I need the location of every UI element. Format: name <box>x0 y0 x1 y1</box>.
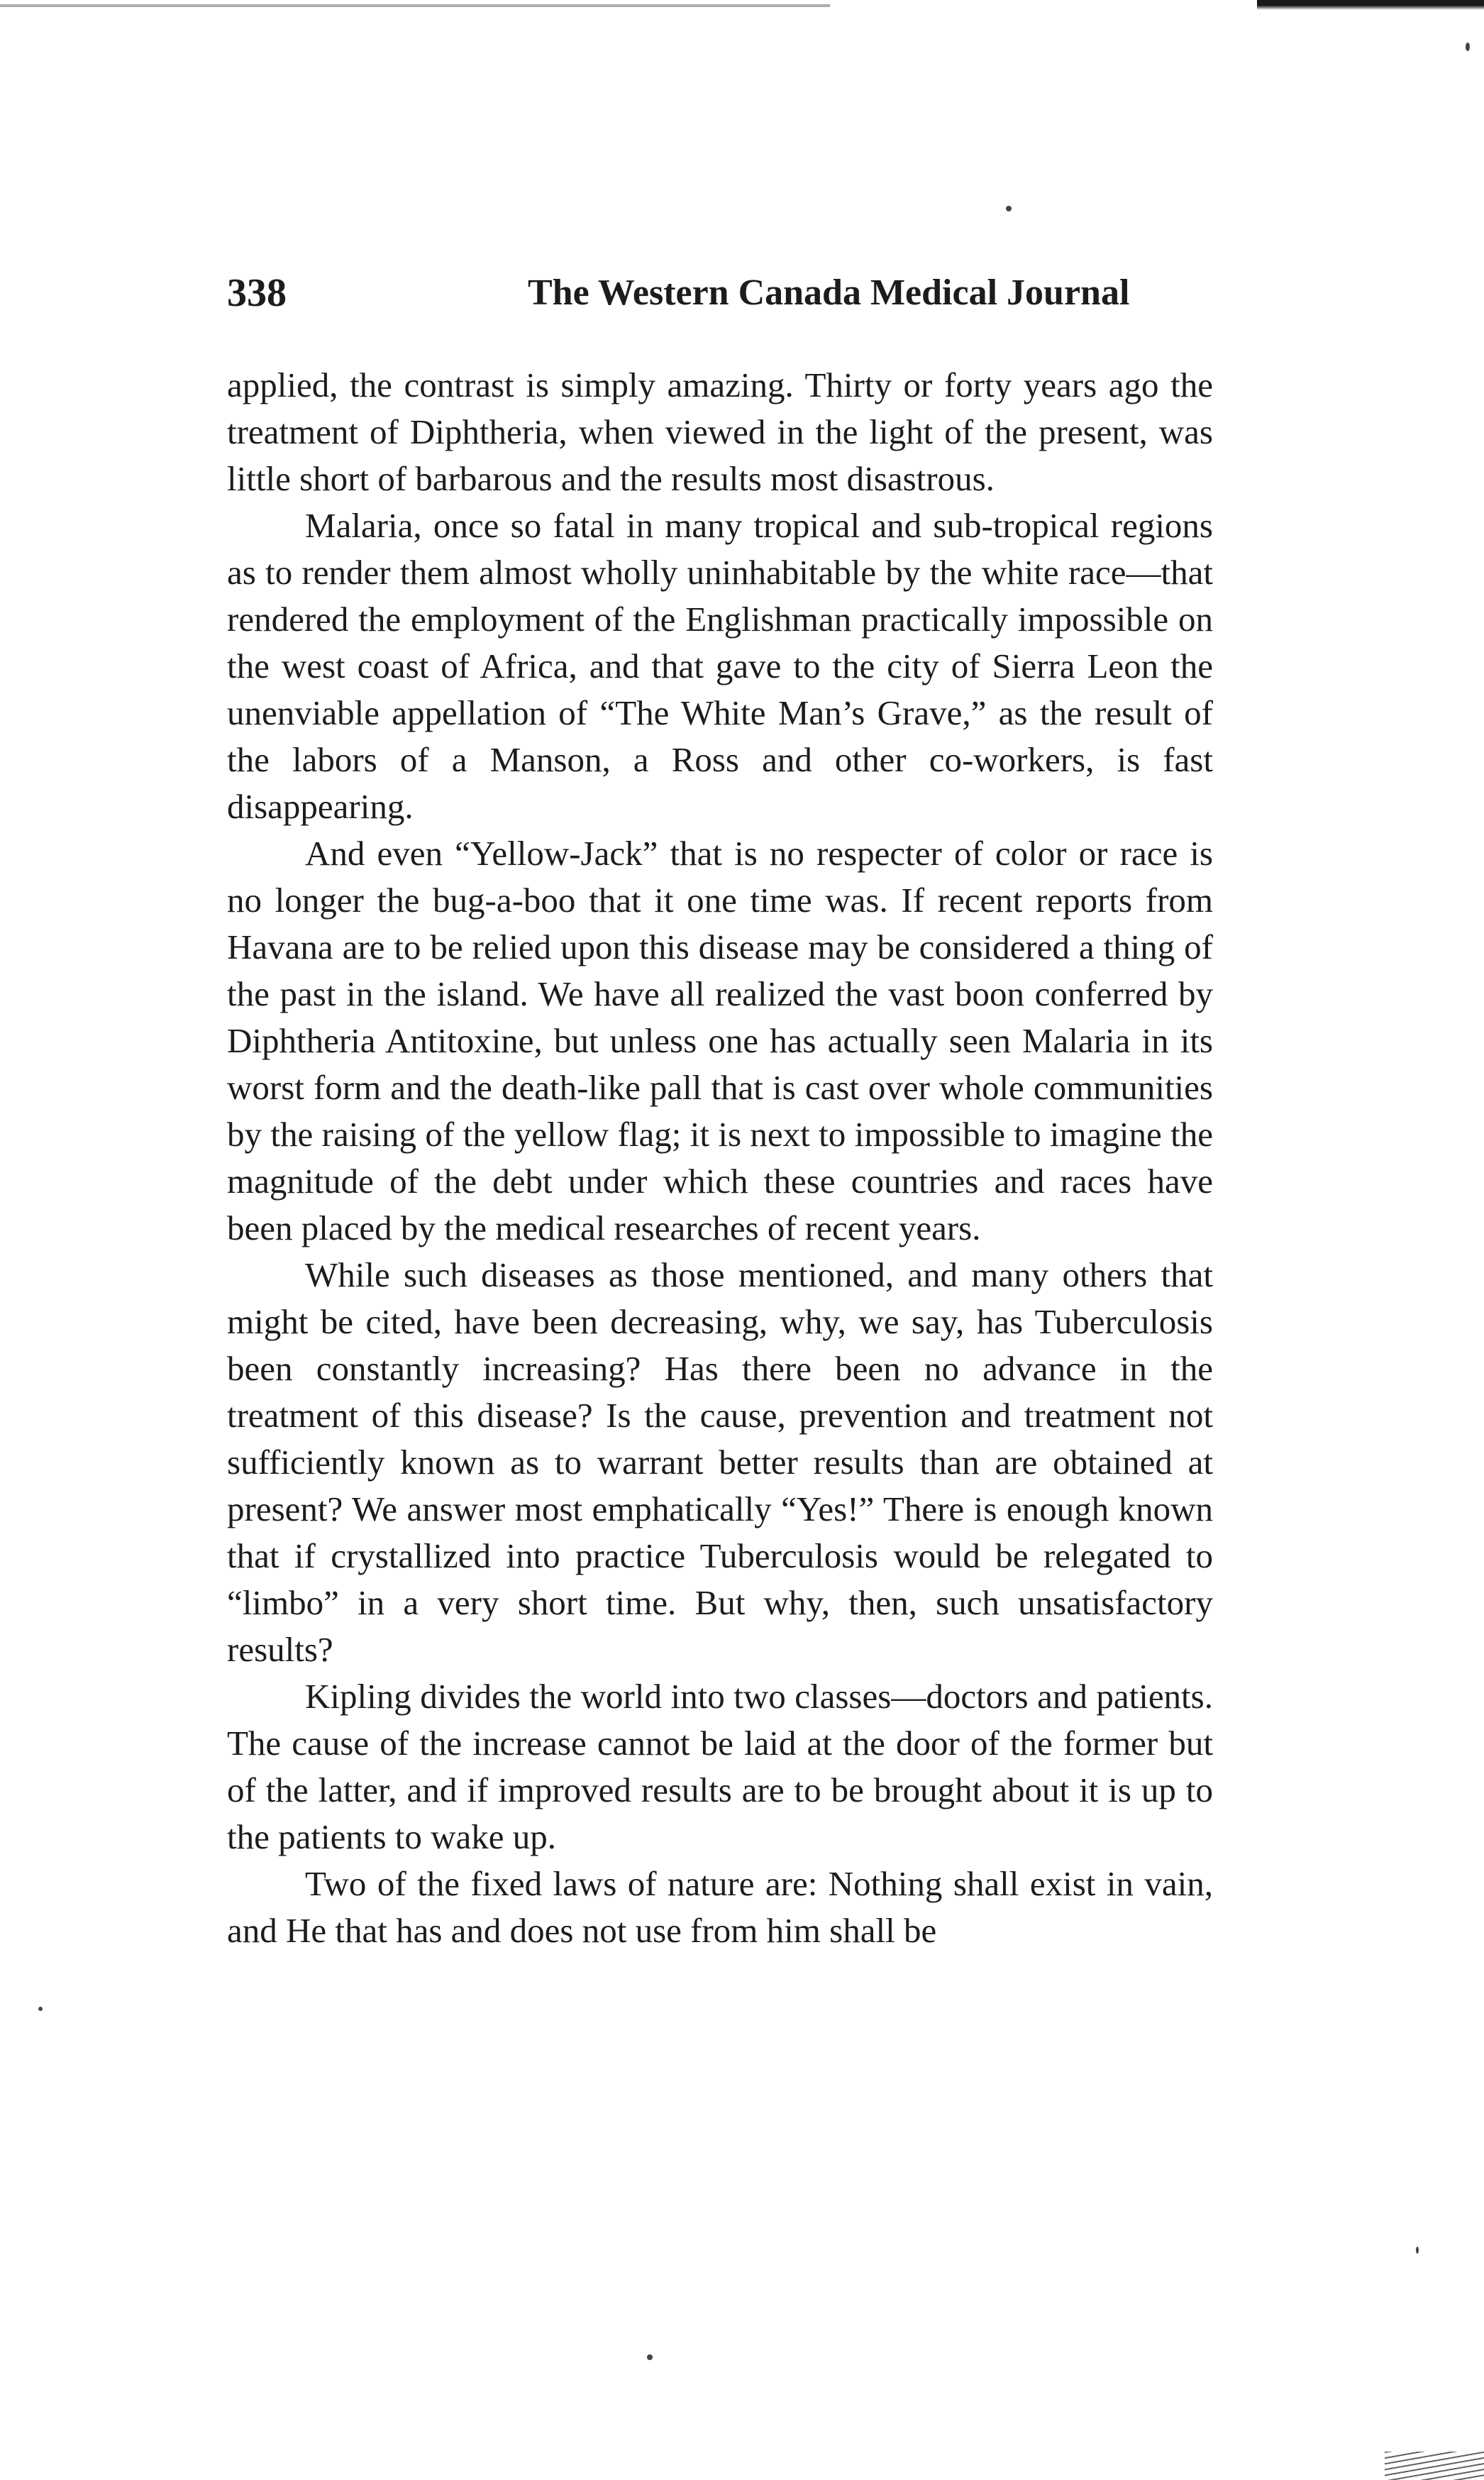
paragraph-tuberculosis: While such diseases as those mentioned, and many others that might be cited, have been decreasing, why, we say, has Tuberculosis been constantly increasing? Has there been no advance in the treatment of this disease? Is the cause, prevention and treatment not sufficiently known as to warrant better results than are obtained at present? We answer most emphatically “Yes!” There is enough known that if crystallized into practice Tuberculosis would be relegated to “limbo” in a very short time. But why, then, such unsatisfactory results? <box>227 1255 1213 1669</box>
scan-speck <box>38 2007 43 2011</box>
scan-edge-top <box>0 4 830 7</box>
scan-speck <box>1416 2247 1419 2254</box>
scan-speck <box>1006 206 1012 211</box>
scan-corner-mark <box>1385 2452 1484 2480</box>
scan-speck <box>647 2354 653 2360</box>
article-body <box>227 362 1213 1954</box>
scan-edge-top-right <box>1257 0 1484 10</box>
paragraph-laws-of-nature: Two of the fixed laws of nature are: Nothing shall exist in vain, and He that has and does not use from him shall be <box>227 1864 1213 1950</box>
paragraph-yellow-jack: And even “Yellow-Jack” that is no respecter of color or race is no longer the bug-a-boo that it one time was. If recent reports from Havana are to be relied upon this disease may be considered a thing of the past in the island. We have all realized the vast boon conferred by Diphtheria Antitoxine, but unless one has actually seen Malaria in its worst form and the death-like pall that is cast over whole communities by the raising of the yellow flag; it is next to impossible to imagine the magnitude of the debt under which these countries and races have been placed by the medical researches of recent years. <box>227 834 1213 1247</box>
paragraph-kipling: Kipling divides the world into two classes—doctors and patients. The cause of the increase cannot be laid at the door of the former but of the latter, and if improved results are to be brought about it is up to the patients to wake up. <box>227 1677 1213 1856</box>
page-header <box>227 268 1213 318</box>
paragraph-continued: applied, the contrast is simply amazing. Thirty or forty years ago the treatment of Diphtheria, when viewed in the light of the present, was little short of barbarous and the results most disastrous. <box>227 365 1213 498</box>
page-number: 338 <box>227 271 287 315</box>
scan-speck <box>1466 43 1470 51</box>
journal-title: The Western Canada Medical Journal <box>528 272 1130 313</box>
paragraph-malaria: Malaria, once so fatal in many tropical and sub-tropical regions as to render them almost wholly uninhabitable by the white race—that rendered the employment of the Englishman practically impossible on the west coast of Africa, and that gave to the city of Sierra Leon the unenviable appellation of “The White Man’s Grave,” as the result of the labors of a Manson, a Ross and other co-workers, is fast disappearing. <box>227 506 1213 826</box>
